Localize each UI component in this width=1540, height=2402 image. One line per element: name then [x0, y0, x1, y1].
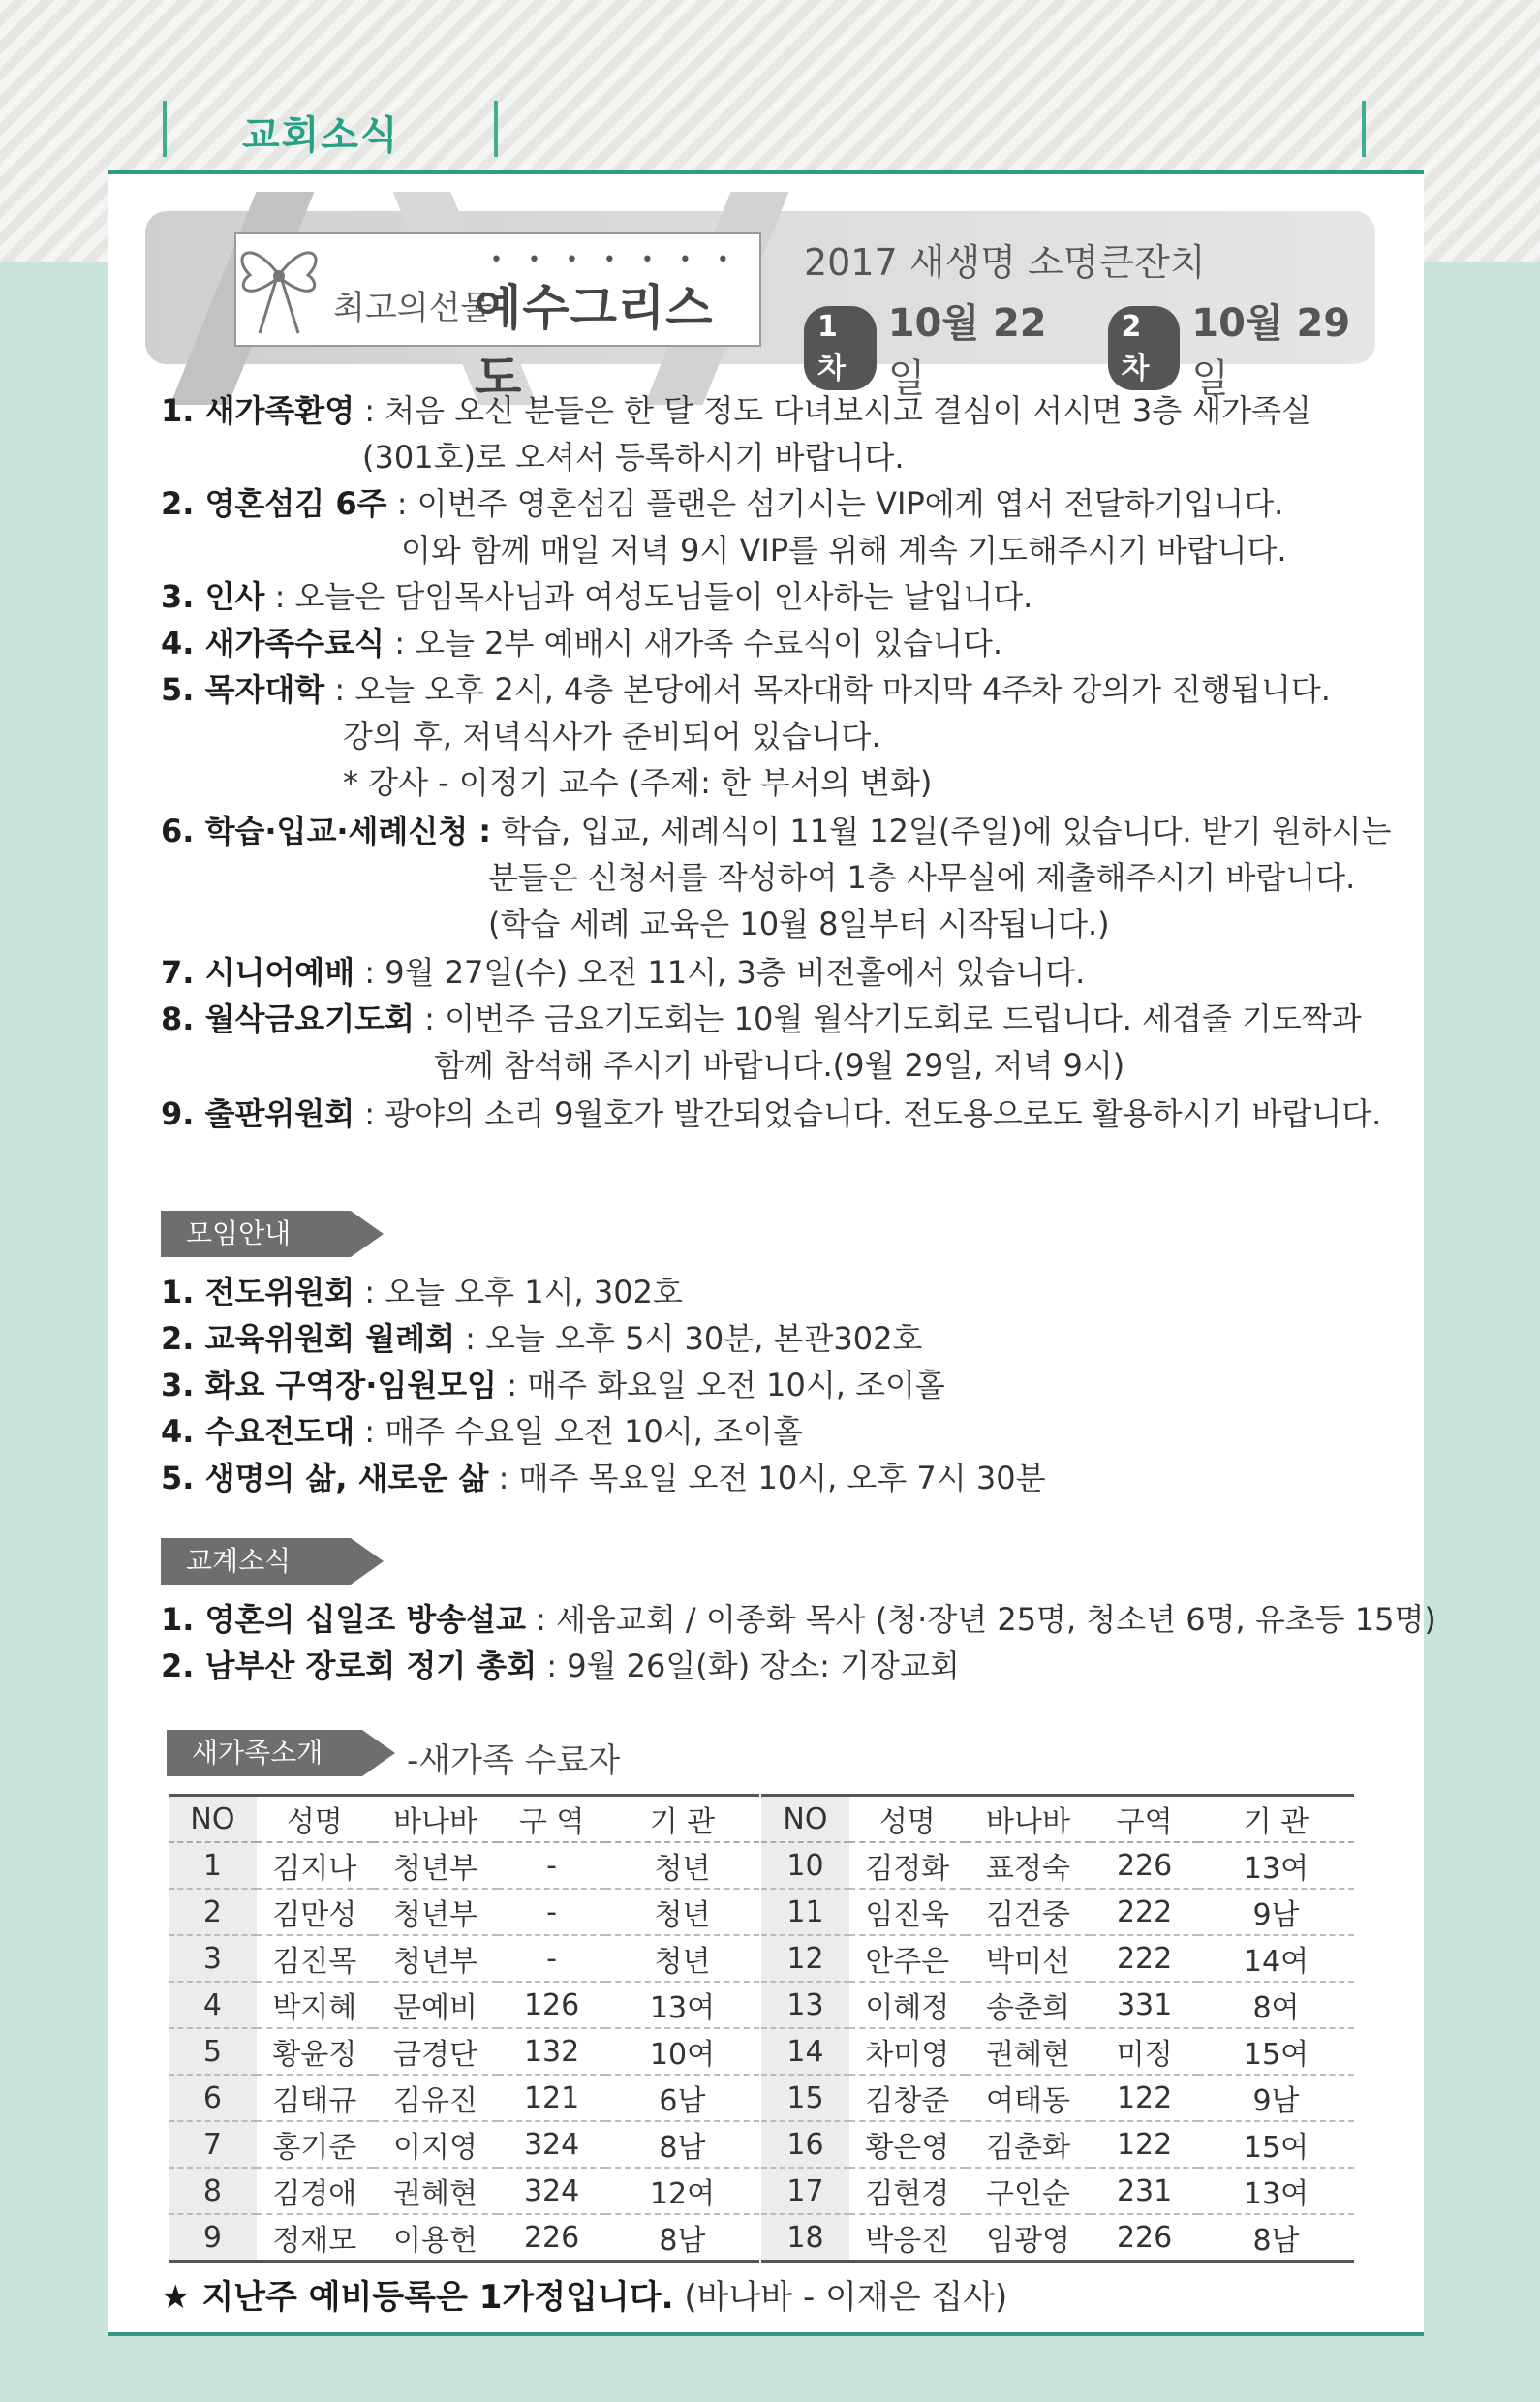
- table-row: [761, 1842, 1354, 1889]
- cell-district: 126: [498, 1982, 605, 2028]
- cell-no: 11: [761, 1889, 849, 1935]
- table-row: [169, 1889, 759, 1935]
- col-header-no: NO: [169, 1796, 257, 1843]
- cell-no: 1: [169, 1842, 257, 1889]
- cell-group: 6남: [605, 2075, 759, 2121]
- table-row: [169, 2075, 759, 2121]
- table-row: [761, 1889, 1354, 1935]
- cell-group: 10여: [605, 2028, 759, 2075]
- cell-name: 김현경: [849, 2168, 966, 2214]
- cell-no: 8: [169, 2168, 257, 2214]
- col-header-no: NO: [761, 1796, 849, 1843]
- cell-district: 미정: [1091, 2028, 1198, 2075]
- news-item-7: 7. 시니어예배 : 9월 27일(수) 오전 11시, 3층 비전홀에서 있습니다.: [161, 954, 1086, 991]
- footer-note: ★ 지난주 예비등록은 1가정입니다. (바나바 - 이재은 집사): [161, 2278, 1008, 2317]
- cell-district: 324: [498, 2168, 605, 2214]
- table-header-row: [761, 1796, 1354, 1843]
- table-row: [169, 2121, 759, 2168]
- cell-group: 13여: [1198, 1842, 1354, 1889]
- news-item-6-cont: 분들은 신청서를 작성하여 1층 사무실에 제출해주시기 바랍니다.: [488, 859, 1356, 896]
- cell-group: 청년: [605, 1889, 759, 1935]
- meeting-item-2: 2. 교육위원회 월례회 : 오늘 오후 5시 30분, 본관302호: [161, 1320, 923, 1357]
- cell-district: 226: [1091, 1842, 1198, 1889]
- cell-barnabas: 이지영: [373, 2121, 499, 2168]
- cell-group: 8여: [1198, 1982, 1354, 2028]
- cell-no: 5: [169, 2028, 257, 2075]
- header-right-bar: [1362, 101, 1366, 157]
- news-item-8-cont: 함께 참석해 주시기 바랍니다.(9월 29일, 저녁 9시): [434, 1047, 1125, 1084]
- cell-group: 청년: [605, 1935, 759, 1982]
- cell-name: 정재모: [257, 2214, 373, 2262]
- table-row: [761, 2168, 1354, 2214]
- page-title: 교회소식: [242, 113, 400, 158]
- cell-barnabas: 김춘화: [966, 2121, 1092, 2168]
- news-item-2-cont: 이와 함께 매일 저녁 9시 VIP를 위해 계속 기도해주시기 바랍니다.: [401, 532, 1287, 569]
- table-row: [169, 2168, 759, 2214]
- cell-group: 8남: [605, 2121, 759, 2168]
- cell-name: 홍기준: [257, 2121, 373, 2168]
- cell-district: 122: [1091, 2121, 1198, 2168]
- cell-name: 황은영: [849, 2121, 966, 2168]
- event-banner: [145, 211, 1375, 406]
- cell-name: 임진욱: [849, 1889, 966, 1935]
- cell-no: 9: [169, 2214, 257, 2262]
- cell-name: 이혜정: [849, 1982, 966, 2028]
- news-item-5-speaker: * 강사 - 이정기 교수 (주제: 한 부서의 변화): [343, 764, 933, 801]
- news-item-4: 4. 새가족수료식 : 오늘 2부 예배시 새가족 수료식이 있습니다.: [161, 625, 1003, 662]
- interchurch-tag: 교계소식: [161, 1538, 351, 1585]
- cell-barnabas: 송춘희: [966, 1982, 1092, 2028]
- col-header-district: 구역: [1091, 1796, 1198, 1843]
- cell-barnabas: 임광영: [966, 2214, 1092, 2262]
- cell-barnabas: 청년부: [373, 1842, 499, 1889]
- news-item-6-note: (학습 세례 교육은 10월 8일부터 시작됩니다.): [488, 906, 1110, 942]
- footer-rule: [108, 2332, 1424, 2336]
- cell-group: 13여: [1198, 2168, 1354, 2214]
- cell-name: 박지혜: [257, 1982, 373, 2028]
- news-item-6: 6. 학습·입교·세례신청 : 학습, 입교, 세례식이 11월 12일(주일)에 있습니다. 받기 원하시는: [161, 813, 1392, 849]
- cell-name: 김지나: [257, 1842, 373, 1889]
- table-row: [761, 2075, 1354, 2121]
- cell-district: 132: [498, 2028, 605, 2075]
- cell-barnabas: 박미선: [966, 1935, 1092, 1982]
- cell-name: 김경애: [257, 2168, 373, 2214]
- gift-title-box: [234, 232, 761, 406]
- cell-no: 2: [169, 1889, 257, 1935]
- cell-name: 차미영: [849, 2028, 966, 2075]
- col-header-group: 기 관: [1198, 1796, 1354, 1843]
- cell-group: 14여: [1198, 1935, 1354, 1982]
- col-header-name: 성명: [849, 1796, 966, 1843]
- newfamily-subtitle: -새가족 수료자: [407, 1741, 621, 1780]
- cell-group: 12여: [605, 2168, 759, 2214]
- cell-name: 황윤정: [257, 2028, 373, 2075]
- table-row: [761, 1982, 1354, 2028]
- round1-date: 10월 22일: [887, 301, 1047, 401]
- news-item-1: 1. 새가족환영 : 처음 오신 분들은 한 달 정도 다녀보시고 결심이 서시면 3층 새가족실: [161, 392, 1311, 429]
- cell-no: 12: [761, 1935, 849, 1982]
- cell-district: 122: [1091, 2075, 1198, 2121]
- cell-group: 8남: [1198, 2214, 1354, 2262]
- cell-district: -: [498, 1935, 605, 1982]
- cell-no: 14: [761, 2028, 849, 2075]
- cell-no: 18: [761, 2214, 849, 2262]
- cell-name: 김진목: [257, 1935, 373, 1982]
- cell-name: 김만성: [257, 1889, 373, 1935]
- header-left-bar: [163, 101, 167, 157]
- news-item-2: 2. 영혼섬김 6주 : 이번주 영혼섬김 플랜은 섬기시는 VIP에게 엽서 전달하기입니다.: [161, 485, 1284, 522]
- cell-barnabas: 청년부: [373, 1935, 499, 1982]
- cell-name: 김창준: [849, 2075, 966, 2121]
- cell-district: 231: [1091, 2168, 1198, 2214]
- table-row: [169, 1982, 759, 2028]
- cell-barnabas: 여태동: [966, 2075, 1092, 2121]
- round1-badge: 1차: [804, 306, 877, 390]
- header-rule: [108, 170, 1424, 174]
- newfamily-table-right: [761, 1794, 1354, 2263]
- news-item-9: 9. 출판위원회 : 광야의 소리 9월호가 발간되었습니다. 전도용으로도 활용하시기 바랍니다.: [161, 1095, 1382, 1132]
- cell-district: -: [498, 1842, 605, 1889]
- cell-no: 4: [169, 1982, 257, 2028]
- news-item-5: 5. 목자대학 : 오늘 오후 2시, 4층 본당에서 목자대학 마지막 4주차 강의가 진행됩니다.: [161, 671, 1331, 708]
- cell-barnabas: 김유진: [373, 2075, 499, 2121]
- col-header-group: 기 관: [605, 1796, 759, 1843]
- cell-district: -: [498, 1889, 605, 1935]
- cell-barnabas: 구인순: [966, 2168, 1092, 2214]
- table-header-row: [169, 1796, 759, 1843]
- cell-group: 15여: [1198, 2121, 1354, 2168]
- col-header-barnabas: 바나바: [966, 1796, 1092, 1843]
- cell-no: 10: [761, 1842, 849, 1889]
- cell-barnabas: 권혜현: [966, 2028, 1092, 2075]
- event-name: 2017 새생명 소명큰잔치: [804, 241, 1206, 284]
- table-row: [761, 2121, 1354, 2168]
- gift-big-text: 예수그리스도: [475, 280, 714, 406]
- cell-district: 222: [1091, 1935, 1198, 1982]
- news-item-5-cont: 강의 후, 저녁식사가 준비되어 있습니다.: [343, 718, 881, 754]
- table-row: [169, 1935, 759, 1982]
- meeting-item-1: 1. 전도위원회 : 오늘 오후 1시, 302호: [161, 1274, 683, 1310]
- cell-no: 13: [761, 1982, 849, 2028]
- meeting-item-4: 4. 수요전도대 : 매주 수요일 오전 10시, 조이홀: [161, 1413, 803, 1450]
- cell-group: 청년: [605, 1842, 759, 1889]
- header-mid-bar: [494, 101, 498, 157]
- cell-no: 15: [761, 2075, 849, 2121]
- ribbon-icon: [231, 227, 337, 343]
- cell-barnabas: 청년부: [373, 1889, 499, 1935]
- table-row: [761, 1935, 1354, 1982]
- cell-district: 331: [1091, 1982, 1198, 2028]
- meetings-tag: 모임안내: [161, 1211, 351, 1257]
- news-item-3: 3. 인사 : 오늘은 담임목사님과 여성도님들이 인사하는 날입니다.: [161, 578, 1033, 615]
- event-dates: [804, 293, 1375, 403]
- table-row: [761, 2028, 1354, 2075]
- news-item-1-cont: (301호)로 오셔서 등록하시기 바랍니다.: [362, 439, 905, 476]
- cell-name: 박응진: [849, 2214, 966, 2262]
- table-row: [169, 2028, 759, 2075]
- newfamily-tag: 새가족소개: [167, 1730, 362, 1776]
- cell-district: 226: [1091, 2214, 1198, 2262]
- meeting-item-3: 3. 화요 구역장·임원모임 : 매주 화요일 오전 10시, 조이홀: [161, 1367, 945, 1403]
- cell-group: 9남: [1198, 1889, 1354, 1935]
- cell-no: 16: [761, 2121, 849, 2168]
- col-header-barnabas: 바나바: [373, 1796, 499, 1843]
- cell-group: 13여: [605, 1982, 759, 2028]
- cell-district: 226: [498, 2214, 605, 2262]
- cell-barnabas: 금경단: [373, 2028, 499, 2075]
- cell-group: 9남: [1198, 2075, 1354, 2121]
- cell-name: 김태규: [257, 2075, 373, 2121]
- round2-date: 10월 29일: [1191, 301, 1351, 401]
- cell-name: 안주은: [849, 1935, 966, 1982]
- cell-group: 8남: [605, 2214, 759, 2262]
- cell-barnabas: 이용헌: [373, 2214, 499, 2262]
- interchurch-item-2: 2. 남부산 장로회 정기 총회 : 9월 26일(화) 장소: 기장교회: [161, 1648, 960, 1684]
- round2-badge: 2차: [1108, 306, 1181, 390]
- col-header-name: 성명: [257, 1796, 373, 1843]
- meeting-item-5: 5. 생명의 삶, 새로운 삶 : 매주 목요일 오전 10시, 오후 7시 30분: [161, 1460, 1046, 1496]
- cell-barnabas: 문예비: [373, 1982, 499, 2028]
- title-dots: •••••••: [490, 248, 755, 272]
- cell-district: 324: [498, 2121, 605, 2168]
- table-row: [169, 2214, 759, 2262]
- newfamily-table-left: [169, 1794, 759, 2263]
- cell-district: 121: [498, 2075, 605, 2121]
- gift-small-text: 최고의선물: [333, 289, 493, 327]
- cell-no: 6: [169, 2075, 257, 2121]
- news-item-8: 8. 월삭금요기도회 : 이번주 금요기도회는 10월 월삭기도회로 드립니다. 세겹줄 기도짝과: [161, 1001, 1362, 1037]
- cell-no: 3: [169, 1935, 257, 1982]
- cell-name: 김정화: [849, 1842, 966, 1889]
- cell-no: 7: [169, 2121, 257, 2168]
- cell-barnabas: 표정숙: [966, 1842, 1092, 1889]
- table-row: [169, 1842, 759, 1889]
- cell-barnabas: 김건중: [966, 1889, 1092, 1935]
- cell-barnabas: 권혜현: [373, 2168, 499, 2214]
- col-header-district: 구 역: [498, 1796, 605, 1843]
- cell-district: 222: [1091, 1889, 1198, 1935]
- cell-no: 17: [761, 2168, 849, 2214]
- cell-group: 15여: [1198, 2028, 1354, 2075]
- interchurch-item-1: 1. 영혼의 십일조 방송설교 : 세움교회 / 이종화 목사 (청·장년 25명, 청소년 6명, 유초등 15명): [161, 1601, 1436, 1638]
- table-row: [761, 2214, 1354, 2262]
